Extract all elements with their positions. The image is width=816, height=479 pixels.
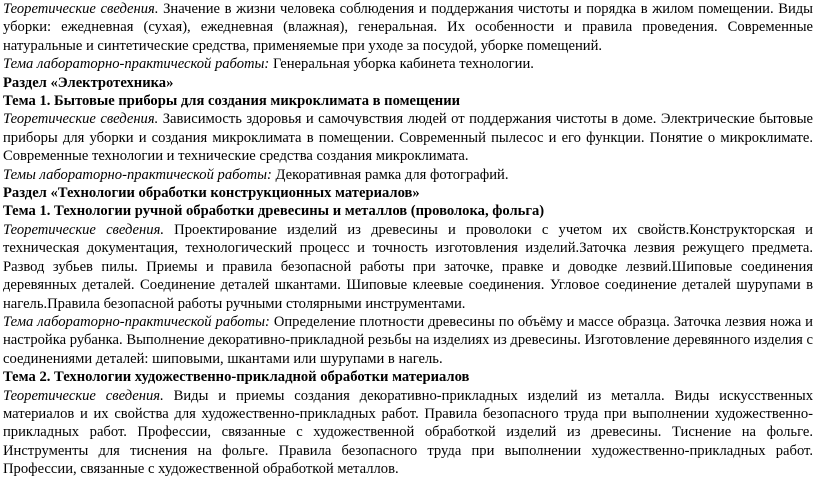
- paragraph-theory-cleaning: [3, 0, 813, 55]
- section-heading-electrical: Раздел «Электротехника»: [3, 74, 174, 91]
- paragraph-text: Генеральная уборка кабинета технологии.: [269, 56, 534, 73]
- paragraph-theory-woodworking: [3, 221, 813, 313]
- topic-heading-decorative: Тема 2. Технологии художественно-прикладной обработки материалов: [3, 369, 470, 386]
- paragraph-text: Проектирование изделий из древесины и проволоки с учетом их свойств.Конструкторская и техническая документация, технологический процесс и точность изготовления изделий.Заточка лезвия режущего предмета. Развод зубьев пилы. Приемы и правила безопасной работы при заточке, правке и доводке лезвий.Шиповые соединения деревянных деталей. Соединение деталей шкантами. Шиповые клеевые соединения. Угловое соединение деталей шурупами в нагель.Правила безопасной работы ручными столярными инструментами.: [3, 221, 813, 312]
- paragraph-text: Значение в жизни человека соблюдения и поддержания чистоты и порядка в жилом помещении. Виды уборки: ежедневная (сухая), ежедневная (влажная), генеральная. Их особенности и правила проведения. Современные натуральные и синтетические средства, применяемые при уходе за посудой, уборке помещений.: [3, 1, 813, 54]
- paragraph-theory-decorative: [3, 387, 813, 479]
- paragraph-lab-frame: [3, 166, 813, 184]
- topic-heading-woodworking: Тема 1. Технологии ручной обработки древесины и металлов (проволока, фольга): [3, 203, 545, 220]
- paragraph-text: Декоративная рамка для фотографий.: [271, 166, 509, 183]
- paragraph-text: Определение плотности древесины по объёму и массе образца. Заточка лезвия ножа и настройка рубанка. Выполнение декоративно-прикладной резьбы на изделиях из древесины. Изготовление деревянного изделия с соединениями деталей: шиповыми, шкантами или шурупами в нагель.: [3, 313, 813, 367]
- paragraph-theory-appliances: [3, 110, 813, 165]
- section-heading-materials: Раздел «Технологии обработки конструкционных материалов»: [3, 185, 420, 202]
- paragraph-label: Теоретические сведения.: [3, 221, 165, 238]
- paragraph-label: Теоретические сведения.: [3, 387, 164, 404]
- paragraph-lab-woodworking: [3, 313, 813, 368]
- paragraph-label: Теоретические сведения.: [3, 1, 159, 17]
- topic-heading-appliances: Тема 1. Бытовые приборы для создания микроклимата в помещении: [3, 93, 461, 110]
- paragraph-label: Тема лабораторно-практической работы:: [3, 313, 270, 330]
- paragraph-label: Тема лабораторно-практической работы:: [3, 56, 270, 73]
- paragraph-label: Теоретические сведения.: [3, 111, 159, 128]
- paragraph-text: Виды и приемы создания декоративно-прикладных изделий из металла. Виды искусственных материалов и их свойства для художественно-прикладных работ. Правила безопасного труда при выполнении художественно-прикладных работ. Профессии, связанные с художественной обработкой изделий из древесины. Тиснение на фольге. Инструменты для тиснения на фольге. Правила безопасного труда при выполнении художественно-прикладных работ. Профессии, связанные с художественной обработкой металлов.: [3, 387, 813, 478]
- paragraph-lab-cleaning: [3, 55, 813, 73]
- paragraph-label: Темы лабораторно-практической работы:: [3, 166, 272, 183]
- paragraph-text: Зависимость здоровья и самочувствия людей от поддержания чистоты в доме. Электрические бытовые приборы для уборки и создания микроклимата в помещении. Современный пылесос и его функции. Понятие о микроклимате. Современные технологии и технические средства создания микроклимата.: [3, 111, 813, 165]
